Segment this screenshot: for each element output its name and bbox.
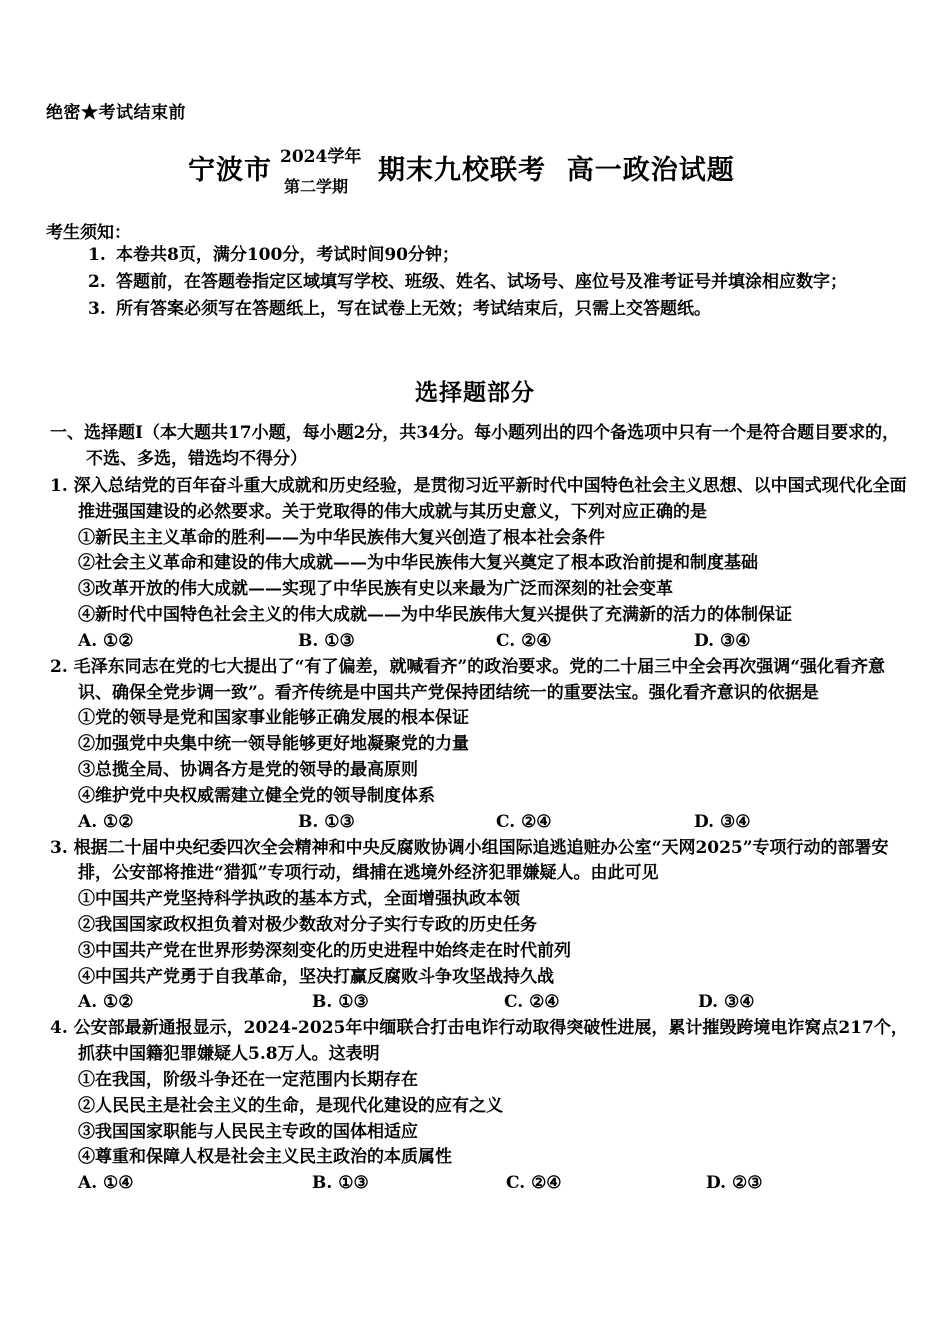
notice-list <box>88 242 908 323</box>
exam-title <box>188 138 788 198</box>
question-option: ④中国共产党勇于自我革命，坚决打赢反腐败斗争攻坚战持久战 <box>78 966 554 987</box>
choice-a: A. ①④ <box>78 1173 134 1194</box>
question-option: ②加强党中央集中统一领导能够更好地凝聚党的力量 <box>78 734 469 755</box>
choice-d: D. ③④ <box>694 630 751 651</box>
notice-item-text: 答题前，在答题卷指定区域填写学校、班级、姓名、试场号、座位号及准考证号并填涂相应数字； <box>116 272 847 292</box>
choice-c: C. ②④ <box>496 630 552 651</box>
question-option: ②人民民主是社会主义的生命，是现代化建设的应有之义 <box>78 1095 503 1116</box>
question-stem: 3. 根据二十届中央纪委四次全会精神和中央反腐败协调小组国际追逃追赃办公室“天网2025”专项行动的部署安排，公安部将推进“猎狐”专项行动，缉捕在逃境外经济犯罪嫌疑人。由此可见 <box>50 837 889 884</box>
question-stem: 4. 公安部最新通报显示，2024-2025年中缅联合打击电诈行动取得突破性进展，累计摧毁跨境电诈窝点217个，抓获中国籍犯罪嫌疑人5.8万人。这表明 <box>50 1018 908 1065</box>
question-stem: 1. 深入总结党的百年奋斗重大成就和历史经验，是贯彻习近平新时代中国特色社会主义思想、以中国式现代化全面推进强国建设的必然要求。关于党取得的伟大成就与其历史意义，下列对应正确的是 <box>50 476 907 522</box>
choice-d: D. ③④ <box>698 992 755 1013</box>
choice-a: A. ①② <box>78 811 134 832</box>
question-3 <box>50 836 910 1017</box>
title-semester: 第二学期 <box>284 177 349 196</box>
question-2 <box>50 655 910 836</box>
choice-c: C. ②④ <box>496 811 552 832</box>
notice-item-number: 1. <box>88 245 106 265</box>
question-option: ②我国国家政权担负着对极少数敌对分子实行专政的历史任务 <box>78 914 537 935</box>
choice-c: C. ②④ <box>504 992 560 1013</box>
question-option: ②社会主义革命和建设的伟大成就——为中华民族伟大复兴奠定了根本政治前提和制度基础 <box>78 553 758 574</box>
notice-item-text: 本卷共8页，满分100分，考试时间90分钟； <box>116 245 459 265</box>
answer-choices <box>50 990 910 1016</box>
question-option: ①党的领导是党和国家事业能够正确发展的根本保证 <box>78 708 469 729</box>
notice-item <box>88 296 908 323</box>
answer-choices <box>50 1171 910 1197</box>
notice-item-number: 2. <box>88 272 106 292</box>
notice-item <box>88 242 908 269</box>
choice-d: D. ③④ <box>694 811 751 832</box>
choice-b: B. ①③ <box>298 630 355 651</box>
choice-a: A. ①② <box>78 992 134 1013</box>
part-heading-text: 一、选择题Ⅰ（本大题共17小题，每小题2分，共34分。每小题列出的四个备选项中只有一个是符合题目要求的，不选、多选，错选均不得分） <box>50 423 900 469</box>
answer-choices <box>50 629 910 655</box>
question-option: ③总揽全局、协调各方是党的领导的最高原则 <box>78 759 418 780</box>
question-4 <box>50 1016 910 1197</box>
title-year: 2024学年 <box>280 147 362 167</box>
answer-choices <box>50 810 910 836</box>
question-option: ④尊重和保障人权是社会主义民主政治的本质属性 <box>78 1147 452 1168</box>
question-list <box>50 474 910 1197</box>
question-option: ③改革开放的伟大成就——实现了中华民族有史以来最为广泛而深刻的社会变革 <box>78 579 673 600</box>
notice-item <box>88 269 908 296</box>
question-option: ①在我国，阶级斗争还在一定范围内长期存在 <box>78 1069 418 1090</box>
section-title: 选择题部分 <box>415 379 535 406</box>
question-option: ④维护党中央权威需建立健全党的领导制度体系 <box>78 785 435 806</box>
choice-b: B. ①③ <box>298 811 355 832</box>
choice-b: B. ①③ <box>312 992 369 1013</box>
question-stem: 2. 毛泽东同志在党的七大提出了“有了偏差，就喊看齐”的政治要求。党的二十届三中全会再次强调“强化看齐意识、确保全党步调一致”。看齐传统是中国共产党保持团结统一的重要法宝。强化看齐意识的依据是 <box>50 656 885 703</box>
question-option: ③我国国家职能与人民民主专政的国体相适应 <box>78 1121 418 1142</box>
question-option: ①中国共产党坚持科学执政的基本方式，全面增强执政本领 <box>78 889 520 910</box>
notice-heading: 考生须知： <box>46 223 131 243</box>
part-heading <box>50 420 900 472</box>
notice-item-text: 所有答案必须写在答题纸上，写在试卷上无效；考试结束后，只需上交答题纸。 <box>116 299 711 319</box>
title-city: 宁波市 <box>188 155 272 186</box>
question-option: ①新民主主义革命的胜利——为中华民族伟大复兴创造了根本社会条件 <box>78 527 605 548</box>
title-main: 期末九校联考 高一政治试题 <box>378 155 735 186</box>
choice-b: B. ①③ <box>312 1173 369 1194</box>
question-option: ④新时代中国特色社会主义的伟大成就——为中华民族伟大复兴提供了充满新的活力的体制保证 <box>78 604 792 625</box>
question-1 <box>50 474 910 655</box>
notice-item-number: 3. <box>88 299 106 319</box>
choice-a: A. ①② <box>78 630 134 651</box>
confidential-label: 绝密★考试结束前 <box>46 103 186 123</box>
choice-c: C. ②④ <box>506 1173 562 1194</box>
choice-d: D. ②③ <box>706 1173 763 1194</box>
question-option: ③中国共产党在世界形势深刻变化的历史进程中始终走在时代前列 <box>78 940 571 961</box>
